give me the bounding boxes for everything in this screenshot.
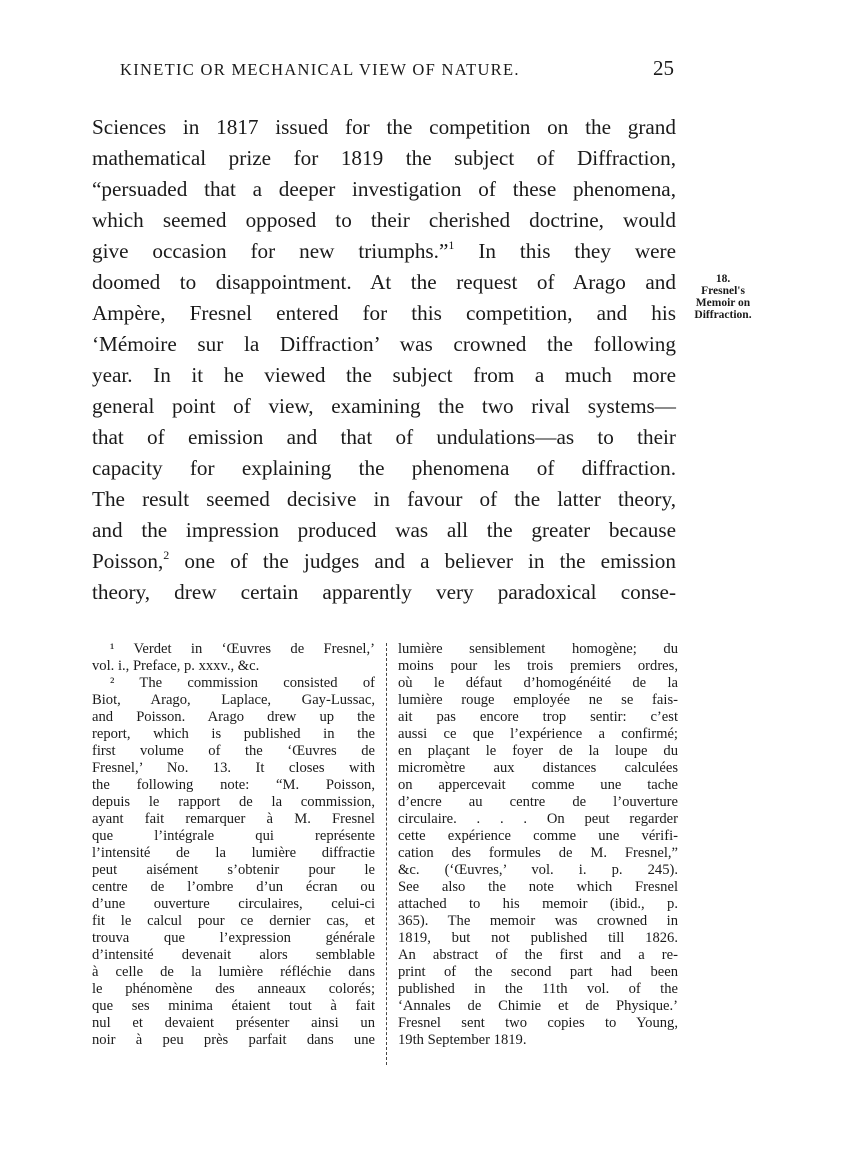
footnote-line: An abstract of the first and a re- (398, 947, 678, 963)
footnote-line: lumière sensiblement homogène; du (398, 641, 678, 657)
text-line: ‘Mémoire sur la Diffraction’ was crowned the following (92, 332, 676, 356)
footnote-line: the following note: “M. Poisson, (92, 777, 375, 793)
footnote-line: first volume of the ‘Œuvres de (92, 743, 375, 759)
footnote-line: d’intensité devenait alors semblable (92, 947, 375, 963)
footnote-line: ait pas encore trop sentir: c’est (398, 709, 678, 725)
text-segment: Poisson, (92, 549, 164, 573)
footnote-line: ‘Annales de Chimie et de Physique.’ (398, 998, 678, 1014)
footnote-line: 1819, but not published till 1826. (398, 930, 678, 946)
text-line: theory, drew certain apparently very paradoxical conse- (92, 580, 676, 604)
margin-note-line: Memoir on (695, 297, 751, 309)
footnote-line: d’une ouverture circulaires, celui-ci (92, 896, 375, 912)
text-line: general point of view, examining the two rival systems— (92, 394, 676, 418)
footnote-line: Fresnel,’ No. 13. It closes with (92, 760, 375, 776)
footnote-line: que ses minima étaient tout à fait (92, 998, 375, 1014)
footnote-line: l’intensité de la lumière diffractie (92, 845, 375, 861)
margin-note-line: Fresnel's (701, 285, 745, 297)
footnote-column-divider (386, 643, 387, 1065)
footnote-line: trouva que l’expression générale (92, 930, 375, 946)
footnote-line: report, which is published in the (92, 726, 375, 742)
footnote-line: attached to his memoir (ibid., p. (398, 896, 678, 912)
text-segment: give occasion for new triumphs.” (92, 239, 449, 263)
footnote-line: en plaçant le foyer de la loupe du (398, 743, 678, 759)
footnote-line: le phénomène des anneaux colorés; (92, 981, 375, 997)
footnote-line: 19th September 1819. (398, 1032, 527, 1048)
text-segment: one of the judges and a believer in the emission (184, 549, 676, 573)
page-number: 25 (653, 56, 674, 80)
text-line: Sciences in 1817 issued for the competition on the grand (92, 115, 676, 139)
footnote-line: fit le calcul pour ce dernier cas, et (92, 913, 375, 929)
footnote-line: depuis le rapport de la commission, (92, 794, 375, 810)
footnote-line: micromètre aux distances calculées (398, 760, 678, 776)
footnote-line: noir à peu près parfait dans une (92, 1032, 375, 1048)
footnote-line: aussi ce que l’expérience a confirmé; (398, 726, 678, 742)
footnote-line: peut aisément s’obtenir pour le (92, 862, 375, 878)
footnote-line: à celle de la lumière réfléchie dans (92, 964, 375, 980)
footnotes-left-column (92, 641, 375, 1049)
footnote-line: que l’intégrale qui représente (92, 828, 375, 844)
text-line: that of emission and that of undulations—as to their (92, 425, 676, 449)
footnote-line: vol. i., Preface, p. xxxv., &c. (92, 658, 260, 674)
text-line (92, 546, 676, 577)
text-line: capacity for explaining the phenomena of diffraction. (92, 456, 676, 480)
text-line: The result seemed decisive in favour of the latter theory, (92, 487, 676, 511)
footnote-line: 365). The memoir was crowned in (398, 913, 678, 929)
text-line: “persuaded that a deeper investigation of these phenomena, (92, 177, 676, 201)
text-line: which seemed opposed to their cherished doctrine, would (92, 208, 676, 232)
footnote-line: cation des formules de M. Fresnel,” (398, 845, 678, 861)
text-line: and the impression produced was all the greater because (92, 518, 676, 542)
footnote-line: ² The commission consisted of (110, 675, 375, 691)
footnotes-right-column (398, 641, 678, 1049)
text-line: doomed to disappointment. At the request of Arago and (92, 270, 676, 294)
footnote-line: See also the note which Fresnel (398, 879, 678, 895)
running-header (90, 56, 690, 86)
footnote-ref-2: 2 (163, 548, 170, 562)
footnote-line: centre de l’ombre d’un écran ou (92, 879, 375, 895)
footnote-line: d’encre au centre de l’ouverture (398, 794, 678, 810)
header-title: KINETIC OR MECHANICAL VIEW OF NATURE. (120, 60, 520, 79)
footnote-line: moins pour les trois premiers ordres, (398, 658, 678, 674)
footnote-line: cette expérience comme une vérifi- (398, 828, 678, 844)
margin-note-line: Diffraction. (694, 309, 752, 321)
main-text (92, 112, 676, 608)
footnote-line: où le défaut d’homogénéité de la (398, 675, 678, 691)
margin-note-number: 18. (715, 273, 731, 285)
text-line: year. In it he viewed the subject from a much more (92, 363, 676, 387)
text-segment: In this they were (478, 239, 677, 263)
footnote-line: on appercevait comme une tache (398, 777, 678, 793)
footnote-line: ¹ Verdet in ‘Œuvres de Fresnel,’ (110, 641, 375, 657)
footnote-line: Biot, Arago, Laplace, Gay-Lussac, (92, 692, 375, 708)
footnote-line: Fresnel sent two copies to Young, (398, 1015, 678, 1031)
footnote-line: &c. (‘Œuvres,’ vol. i. p. 245). (398, 862, 678, 878)
footnote-line: and Poisson. Arago drew up the (92, 709, 375, 725)
footnote-line: published in the 11th vol. of the (398, 981, 678, 997)
margin-note (683, 273, 763, 321)
text-line: Ampère, Fresnel entered for this competition, and his (92, 301, 676, 325)
footnote-line: print of the second part had been (398, 964, 678, 980)
footnote-line: circulaire. . . . On peut regarder (398, 811, 678, 827)
footnote-line: lumière rouge employée ne se fais- (398, 692, 678, 708)
footnote-ref-1: 1 (448, 238, 455, 252)
text-line (92, 236, 676, 267)
footnote-line: nul et devaient présenter ainsi un (92, 1015, 375, 1031)
text-line: mathematical prize for 1819 the subject of Diffraction, (92, 146, 676, 170)
footnote-line: ayant fait remarquer à M. Fresnel (92, 811, 375, 827)
